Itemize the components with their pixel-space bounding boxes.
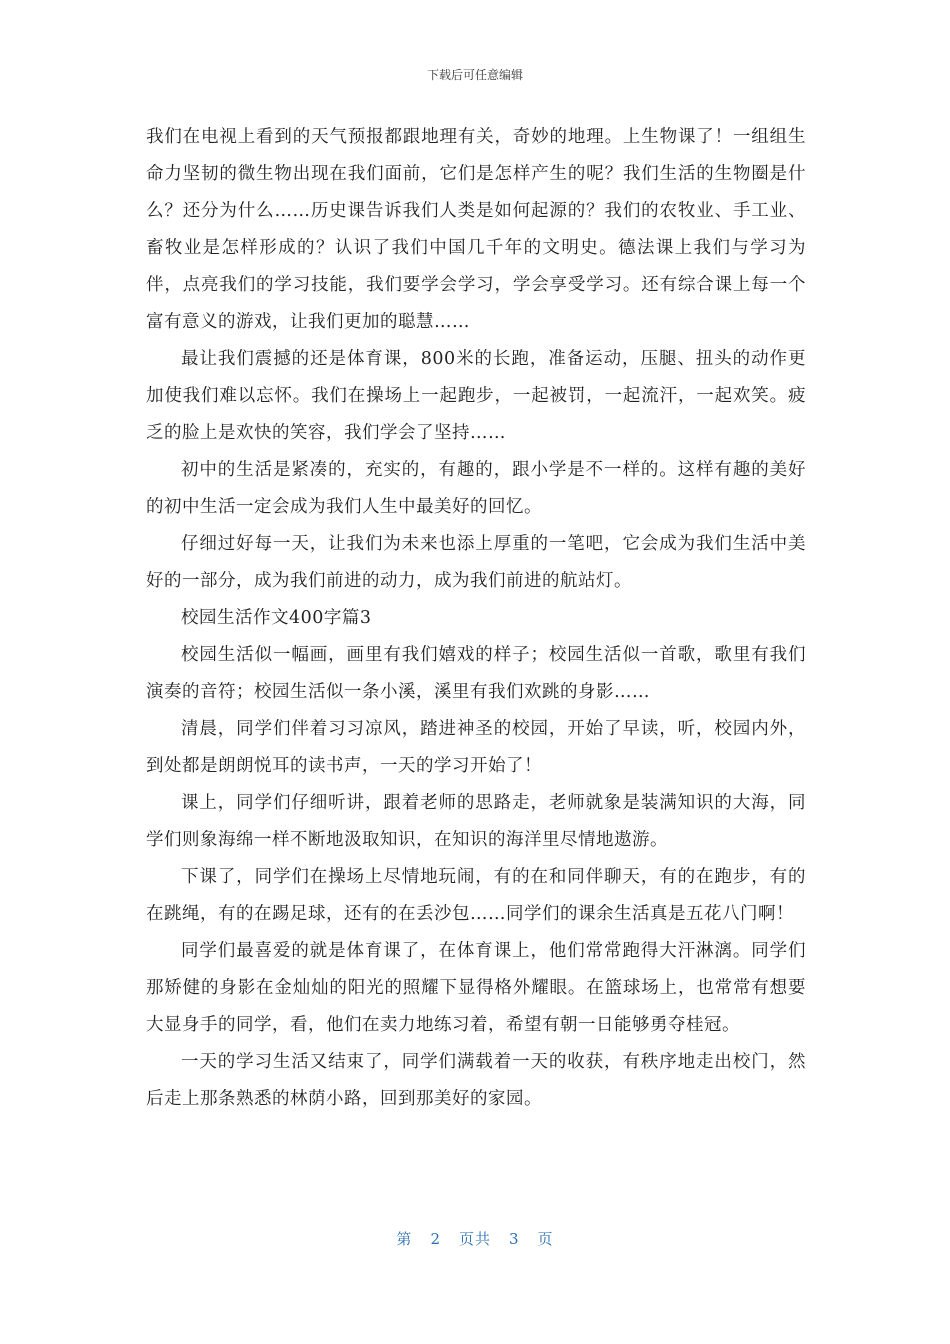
- paragraph: 校园生活似一幅画，画里有我们嬉戏的样子；校园生活似一首歌，歌里有我们演奏的音符；校园生活似一条小溪，溪里有我们欢跳的身影……: [146, 645, 806, 702]
- paragraph: 下课了，同学们在操场上尽情地玩闹，有的在和同伴聊天，有的在跑步，有的在跳绳，有的在踢足球，还有的在丢沙包……同学们的课余生活真是五花八门啊！: [146, 867, 806, 924]
- paragraph: 我们在电视上看到的天气预报都跟地理有关，奇妙的地理。上生物课了！一组组生命力坚韧的微生物出现在我们面前，它们是怎样产生的呢？我们生活的生物圈是什么？还分为什么……历史课告诉我们人类是如何起源的？我们的农牧业、手工业、畜牧业是怎样形成的？认识了我们中国几千年的文明史。德法课上我们与学习为伴，点亮我们的学习技能，我们要学会学习，学会享受学习。还有综合课上每一个富有意义的游戏，让我们更加的聪慧……: [146, 127, 806, 332]
- footer-ye: 页: [537, 1230, 554, 1248]
- paragraph: 一天的学习生活又结束了，同学们满载着一天的收获，有秩序地走出校门，然后走上那条熟悉的林荫小路，回到那美好的家园。: [146, 1052, 806, 1109]
- page-header: 下载后可任意编辑: [426, 68, 523, 82]
- paragraph: 仔细过好每一天，让我们为未来也添上厚重的一笔吧，它会成为我们生活中美好的一部分，成为我们前进的动力，成为我们前进的航站灯。: [146, 534, 806, 591]
- paragraph: 课上，同学们仔细听讲，跟着老师的思路走，老师就象是装满知识的大海，同学们则象海绵一样不断地汲取知识，在知识的海洋里尽情地遨游。: [146, 793, 806, 850]
- paragraph: 初中的生活是紧凑的，充实的，有趣的，跟小学是不一样的。这样有趣的美好的初中生活一定会成为我们人生中最美好的回忆。: [146, 460, 806, 517]
- footer-di: 第: [396, 1230, 413, 1248]
- footer-ye-gong: 页共: [458, 1230, 491, 1248]
- footer-total-pages: 3: [509, 1230, 520, 1248]
- paragraph: 同学们最喜爱的就是体育课了，在体育课上，他们常常跑得大汗淋漓。同学们那矫健的身影在金灿灿的阳光的照耀下显得格外耀眼。在篮球场上，也常常有想要大显身手的同学，看，他们在卖力地练习着，希望有朝一日能够勇夺桂冠。: [146, 941, 806, 1035]
- paragraph: 最让我们震撼的还是体育课，800米的长跑，准备运动，压腿、扭头的动作更加使我们难以忘怀。我们在操场上一起跑步，一起被罚，一起流汗，一起欢笑。疲乏的脸上是欢快的笑容，我们学会了坚持……: [146, 349, 806, 443]
- paragraph: 清晨，同学们伴着习习凉风，踏进神圣的校园，开始了早读，听，校园内外，到处都是朗朗悦耳的读书声，一天的学习开始了！: [146, 719, 806, 776]
- page-footer: [0, 1228, 950, 1249]
- section-heading: 校园生活作文400字篇3: [181, 608, 372, 628]
- body-text: [146, 119, 806, 1118]
- footer-current-page: 2: [430, 1230, 441, 1248]
